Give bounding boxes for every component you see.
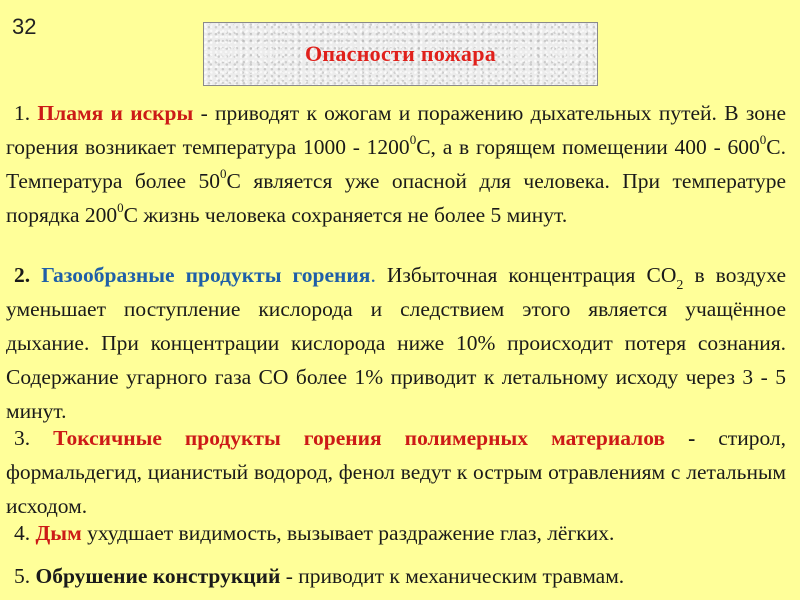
degree-sup: 0 xyxy=(409,131,417,147)
term-dash: - xyxy=(665,426,696,450)
degree-sup: 0 xyxy=(220,165,227,181)
term-gaseous-products: Газообразные продукты горения xyxy=(41,263,371,287)
term-flame-sparks: Пламя и искры xyxy=(37,101,194,125)
slide-title: Опасности пожара xyxy=(304,41,497,66)
term-smoke: Дым xyxy=(35,521,82,545)
paragraph-text: - приводят к ожогам и поражению дыхательных путей. В зоне горения возникает температура 1000 - 1200 xyxy=(6,101,787,159)
paragraph-smoke xyxy=(6,516,786,550)
item-number: 1. xyxy=(14,101,31,125)
co2-formula xyxy=(646,263,684,294)
paragraph-text: С является уже опасной для человека. При температуре порядка 200 xyxy=(6,169,786,227)
paragraph-text: в воздухе уменьшает поступление кислорода и следствием этого является учащённое дыхание. При концентрации кислорода ниже 10% происходит потеря сознания. Содержание угарного газа СО более 1% приводит к летальному исходу через 3 - 5 минут. xyxy=(6,263,786,423)
paragraph-text: ухудшает видимость, вызывает раздражение глаз, лёгких. xyxy=(81,521,615,545)
paragraph-collapse xyxy=(6,559,786,593)
degree-sup: 0 xyxy=(759,131,767,147)
paragraph-flame-sparks xyxy=(6,96,786,232)
paragraph-text: С. Температура более 50 xyxy=(6,135,786,193)
paragraph-text: Избыточная концентрация xyxy=(375,263,647,287)
paragraph-gases xyxy=(6,258,786,428)
item-number: 3. xyxy=(14,426,31,450)
subscript-2: 2 xyxy=(676,278,684,294)
title-box xyxy=(203,22,598,86)
paragraph-text: С жизнь человека сохраняется не более 5 минут. xyxy=(123,203,568,227)
paragraph-toxic xyxy=(6,421,786,523)
paragraph-text: - приводит к механическим травмам. xyxy=(280,564,625,588)
paragraph-text: С, а в горящем помещении 400 - 600 xyxy=(416,135,760,159)
paragraph-text: стирол, формальдегид, цианистый водород, фенол ведут к острым отравлениям с летальным исходом. xyxy=(6,426,787,518)
item-number: 5. xyxy=(14,564,31,588)
slide-number: 32 xyxy=(12,14,37,39)
co-text: СО xyxy=(646,263,677,287)
term-toxic-products: Токсичные продукты горения полимерных материалов xyxy=(53,426,666,450)
item-number: 4. xyxy=(14,521,31,545)
term-collapse: Обрушение конструкций xyxy=(35,564,281,588)
degree-sup: 0 xyxy=(117,199,124,215)
item-number: 2. xyxy=(14,263,31,287)
term-period: . xyxy=(370,263,376,287)
